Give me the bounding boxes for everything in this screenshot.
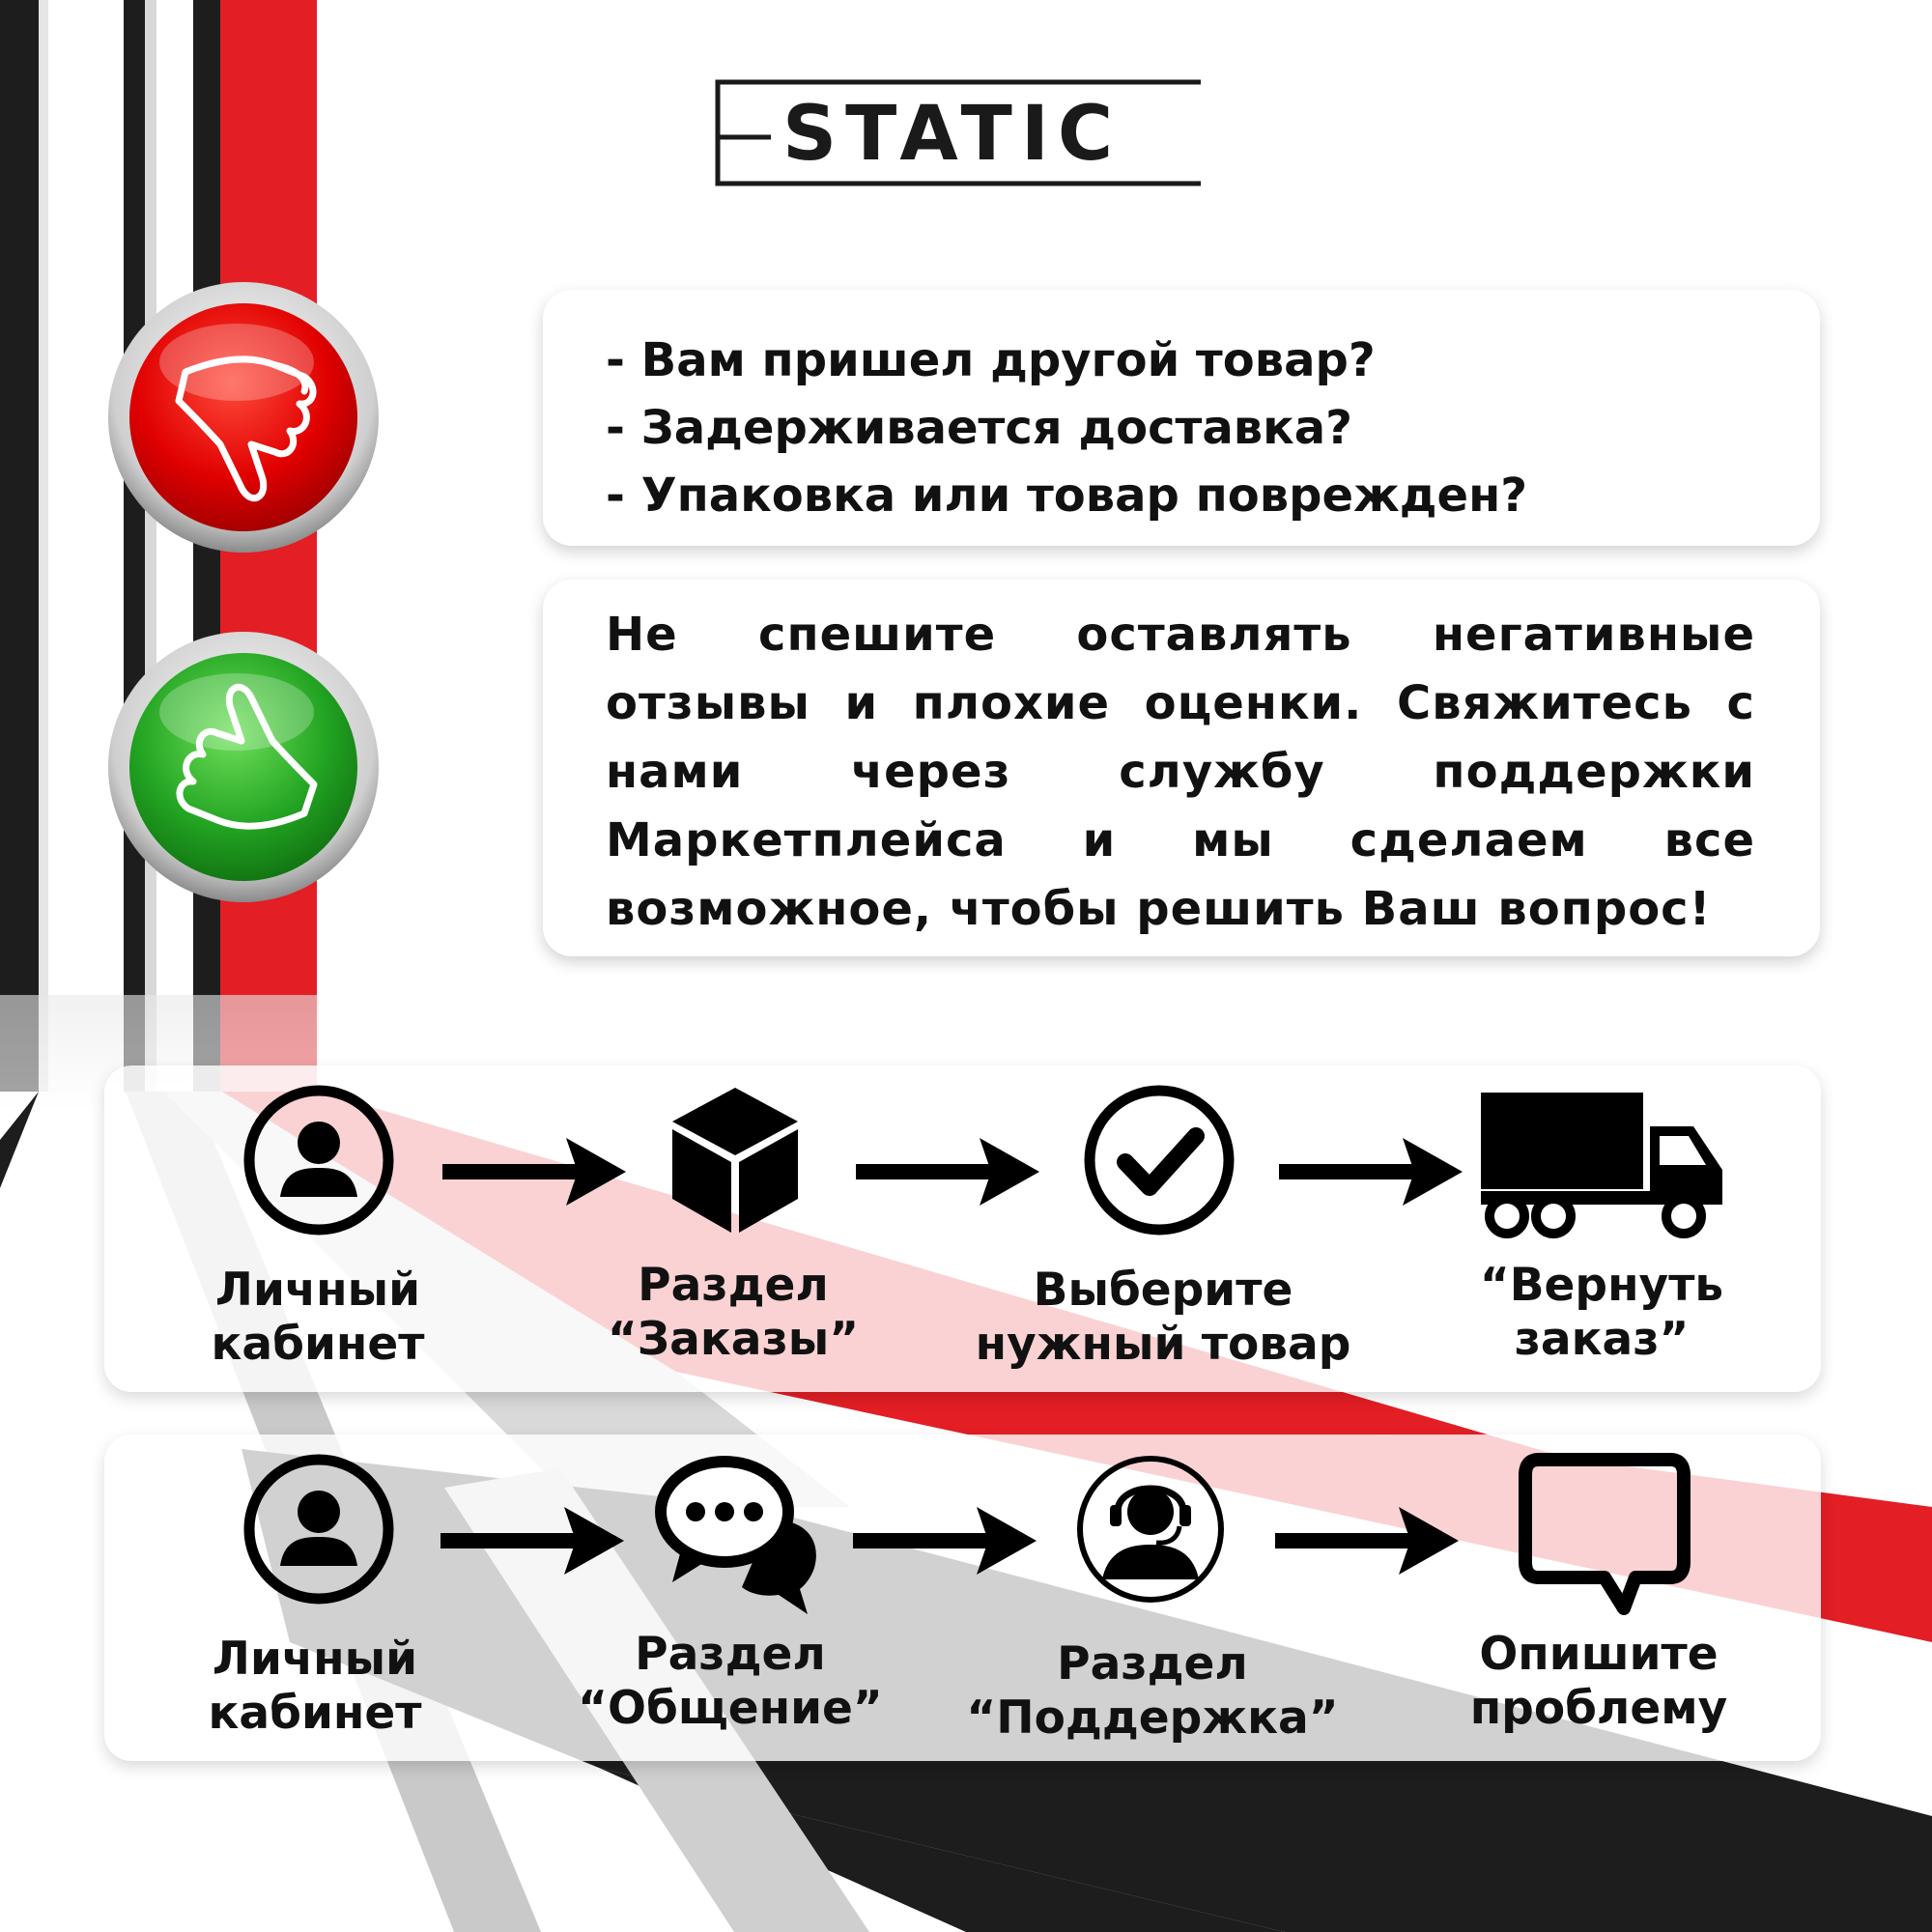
question-item: - Задерживается доставка?: [606, 401, 1352, 455]
checkmark-icon: [1082, 1083, 1236, 1237]
arrow-right-icon: [1279, 1138, 1463, 1206]
step-label: Раздел “Поддержка”: [966, 1637, 1339, 1745]
question-item: - Вам пришел другой товар?: [606, 333, 1376, 387]
logo-text: STATIC: [782, 91, 1122, 178]
thumbs-down-icon: [106, 280, 382, 555]
questions-list: [606, 327, 1527, 529]
questions-card: [543, 290, 1820, 546]
step-label: “Вернуть заказ”: [1479, 1259, 1724, 1366]
arrow-right-icon: [856, 1138, 1039, 1206]
support-flow: [104, 1435, 1821, 1761]
truck-icon: [1476, 1083, 1727, 1247]
brand-logo: [713, 77, 1206, 188]
step-label: Раздел “Общение”: [578, 1628, 883, 1735]
step-label: Личный кабинет: [208, 1633, 422, 1740]
step-label: Опишите проблему: [1469, 1628, 1728, 1735]
question-item: - Упаковка или товар поврежден?: [606, 469, 1528, 523]
thumbs-up-icon: [106, 630, 382, 905]
advice-text: Не спешите оставлять негативные отзывы и плохие оценки. Свяжитесь с нами через службу поддержки Маркетплейса и мы сделаем все возможное, чтобы решить Ваш вопрос!: [606, 608, 1755, 936]
user-icon: [242, 1083, 396, 1237]
support-agent-icon: [1073, 1452, 1228, 1606]
arrow-right-icon: [440, 1507, 624, 1575]
speech-bubble-icon: [1518, 1452, 1691, 1621]
advice-card: [543, 580, 1820, 956]
return-flow: [104, 1065, 1821, 1392]
arrow-right-icon: [442, 1138, 626, 1206]
step-label: Раздел “Заказы”: [607, 1259, 860, 1366]
thumbs-down-badge: [106, 280, 382, 555]
arrow-right-icon: [853, 1507, 1037, 1575]
box-icon: [668, 1083, 803, 1237]
chat-icon: [655, 1452, 824, 1616]
step-label: Личный кабинет: [211, 1264, 425, 1371]
step-label: Выберите нужный товар: [975, 1264, 1351, 1371]
thumbs-up-badge: [106, 630, 382, 905]
user-icon: [242, 1452, 396, 1606]
arrow-right-icon: [1275, 1507, 1459, 1575]
